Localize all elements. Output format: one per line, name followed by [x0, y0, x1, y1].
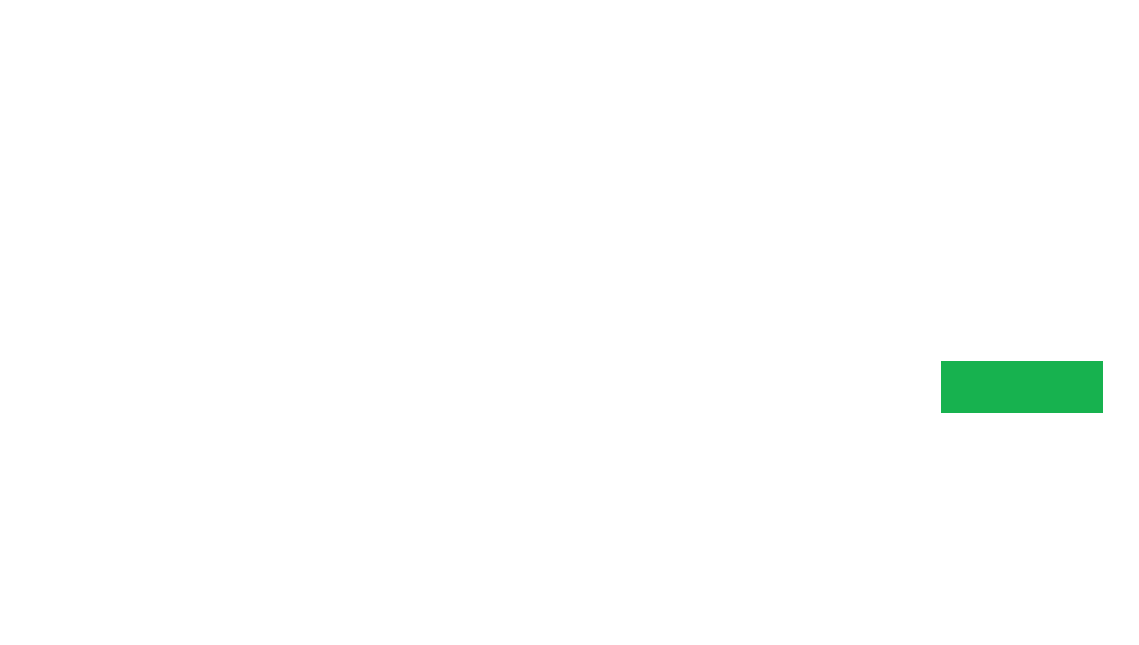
telegram-badge[interactable] — [941, 361, 1103, 413]
